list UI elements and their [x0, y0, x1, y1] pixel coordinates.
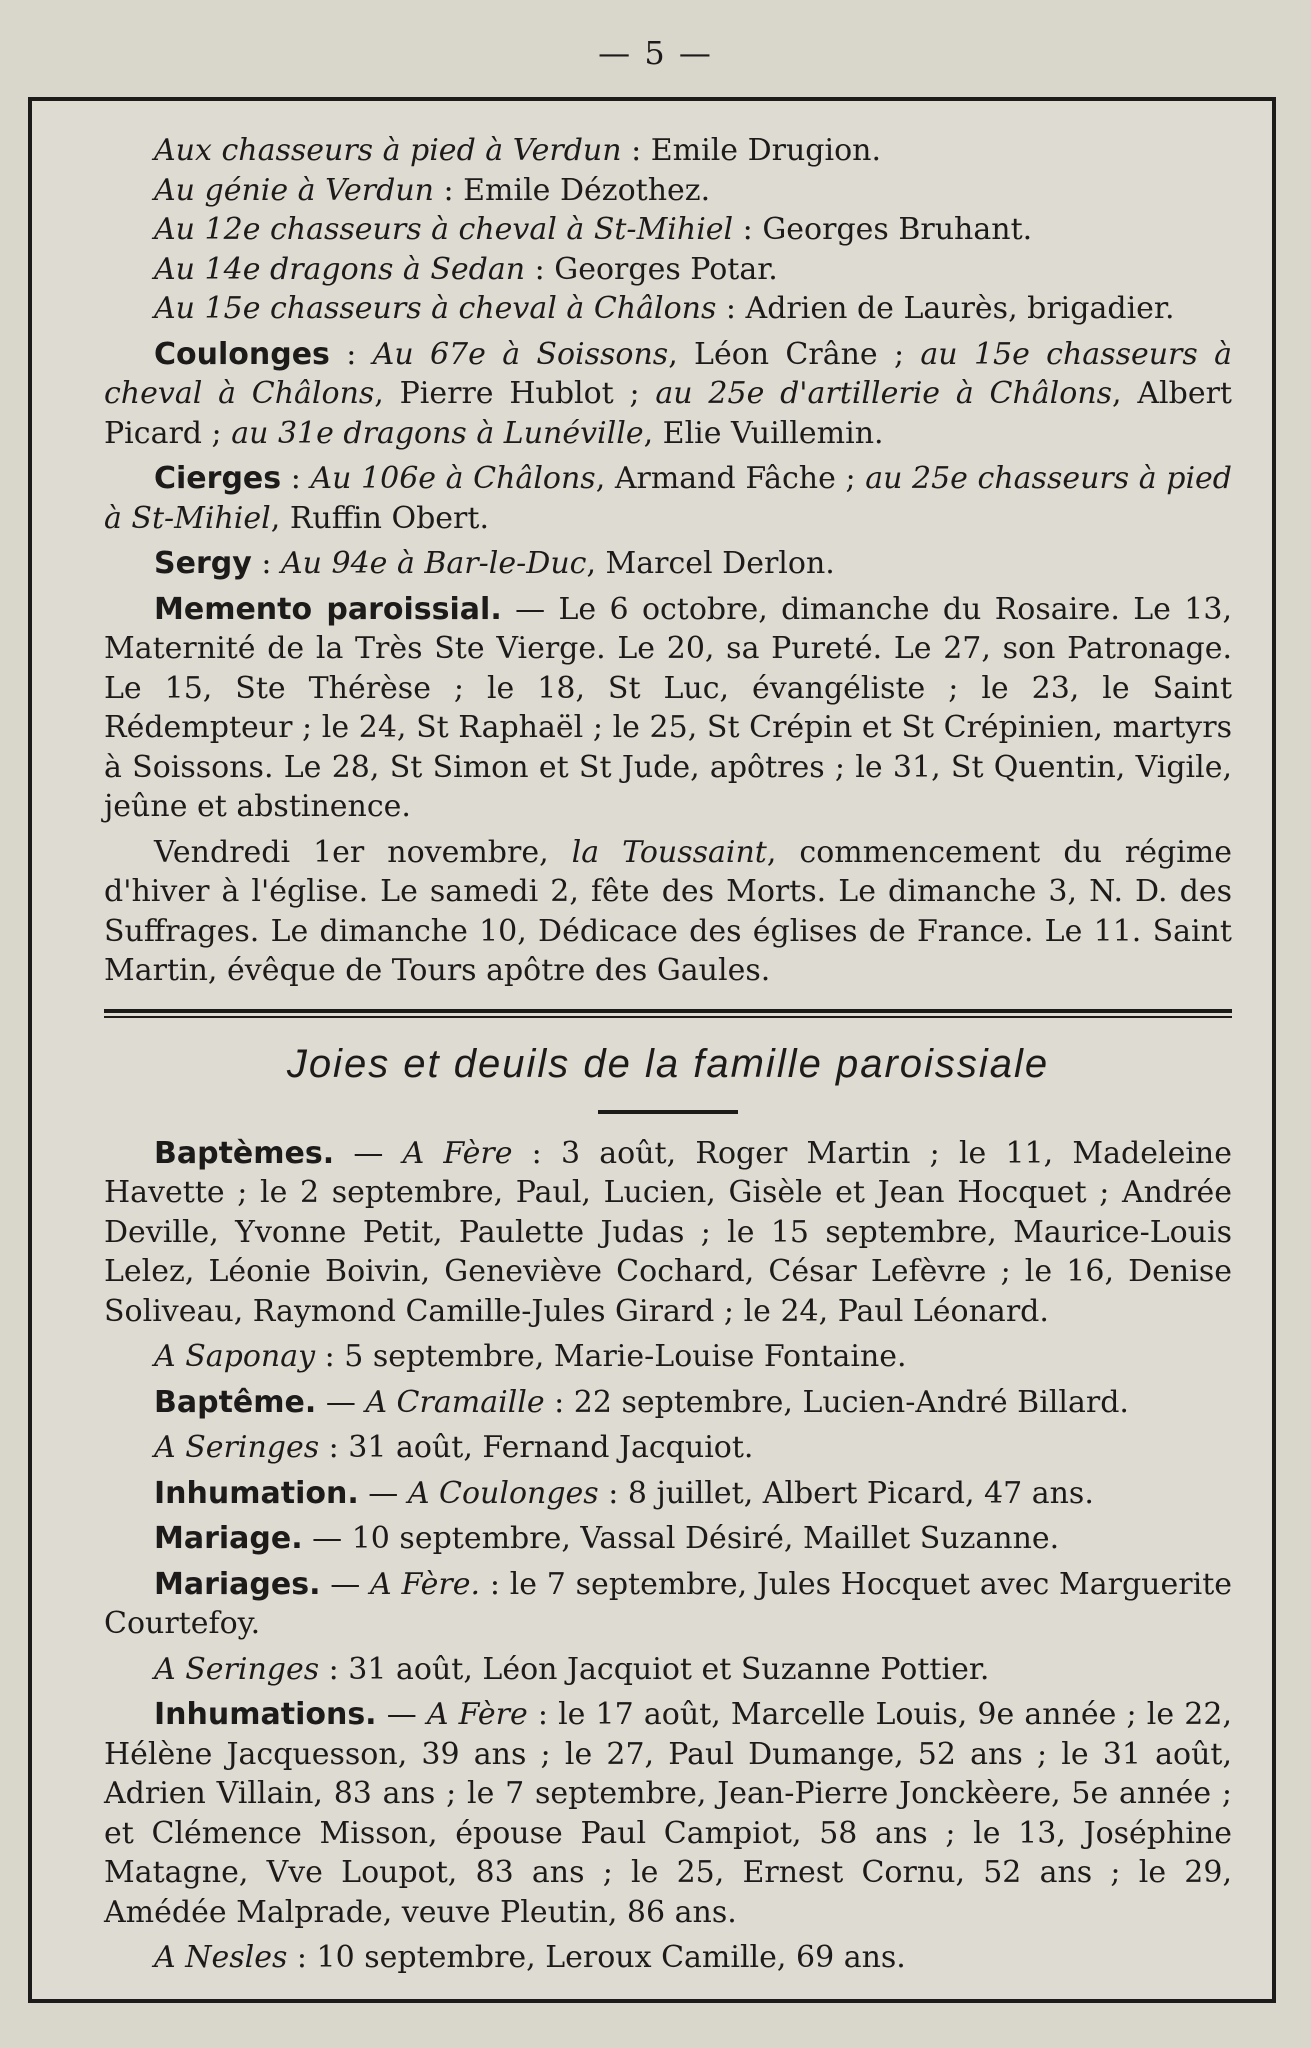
soldier-name: : Georges Bruhant.: [733, 212, 1033, 247]
soldier-name: : Emile Dézothez.: [433, 172, 711, 208]
soldier-name: , Ruffin Obert.: [270, 500, 489, 536]
parish-keyword: Sergy: [154, 546, 252, 581]
event-text: : le 17 août, Marcelle Louis, 9e année ; le 22, Hélène Jacquesson, 39 ans ; le 27, Paul Dumange, 52 ans ; le 31 août, Adrien Villain, 83 ans ; le 7 septembre, Jean-Pierre Jonckèere, 5e année ; et Clémence Misson, épouse Paul Campiot, 58 ans ; le 13, Joséphine Matagne, Vve Loupot, 83 ans ; le 25, Ernest Cornu, 52 ans ; le 29, Amédée Malprade, veuve Pleutin, 86 ans.: [104, 1697, 1232, 1930]
article-frame: [28, 97, 1276, 2003]
regiment-place: Au 15e chasseurs à cheval à Châlons: [154, 291, 717, 326]
regiment-place: Au génie à Verdun: [154, 172, 434, 208]
paragraph-toussaint: [104, 833, 1232, 991]
soldier-name: : Georges Potar.: [525, 251, 778, 287]
event-keyword: Mariages.: [154, 1566, 321, 1602]
event-text: : 31 août, Fernand Jacquiot.: [319, 1430, 754, 1465]
memento-text: — Le 6 octobre, dimanche du Rosaire. Le 13, Maternité de la Très Ste Vierge. Le 20, sa Pureté. Le 27, son Patronage. Le 15, Ste Thérèse ; le 18, St Luc, évangéliste ; le 23, le Saint Rédempteur ; le 24, St Raphaël ; le 25, St Crépin et St Crépinien, martyrs à Soissons. Le 28, St Simon et St Jude, apôtres ; le 31, St Quentin, Vigile, jeûne et abstinence.: [104, 591, 1232, 824]
dash: —: [316, 1384, 366, 1420]
regiment-place: au 25e chasseurs à pied à St-Mihiel: [104, 461, 1232, 536]
regiment-place: Au 94e à Bar-le-Duc: [280, 546, 587, 581]
soldier-name: , Marcel Derlon.: [586, 546, 835, 581]
dash: —: [376, 1697, 427, 1732]
village-name: A Fère: [402, 1135, 513, 1171]
paragraph-sergy: Sergy : Au 94e à Bar-le-Duc, Marcel Derlon.: [154, 546, 835, 581]
dash: —: [320, 1566, 371, 1602]
village-name: A Coulonges: [407, 1475, 599, 1511]
dash: —: [334, 1135, 403, 1171]
paragraph-coulonges: Coulonges : Au 67e à Soissons, Léon Crâne ; au 15e chasseurs à cheval à Châlons, Pierre Hublot ; au 25e d'artillerie à Châlons, Albert Picard ; au 31e dragons à Lunéville, Elie Vuillemin.: [104, 336, 1232, 451]
soldier-name: , Pierre Hublot ;: [374, 376, 656, 411]
paragraph-saponay: [104, 1337, 1232, 1377]
regiment-place: Au 12e chasseurs à cheval à St-Mihiel: [154, 212, 734, 247]
regiment-place: au 25e d'artillerie à Châlons: [655, 376, 1113, 411]
regiment-place: Au 14e dragons à Sedan: [154, 251, 526, 287]
page-number: — 5 —: [598, 34, 713, 72]
soldier-name: : Emile Drugion.: [621, 133, 882, 168]
event-text: : 22 septembre, Lucien-André Billard.: [544, 1384, 1129, 1420]
double-divider: [104, 1009, 1232, 1018]
parish-keyword: Cierges: [154, 461, 282, 496]
event-keyword: Baptême.: [154, 1384, 317, 1420]
paragraph-inhumation: [104, 1474, 1232, 1514]
event-keyword: Inhumation.: [154, 1475, 359, 1511]
event-text: — 10 septembre, Vassal Désiré, Maillet Suzanne.: [302, 1521, 1060, 1556]
regiment-place: Aux chasseurs à pied à Verdun: [154, 133, 622, 168]
regiment-place: au 15e chasseurs à cheval à Châlons: [104, 336, 1232, 411]
toussaint-feast: la Toussaint: [571, 834, 767, 870]
event-text: : 10 septembre, Leroux Camille, 69 ans.: [287, 1940, 906, 1975]
paragraph-baptemes: [104, 1134, 1232, 1332]
paragraph-memento: [104, 590, 1232, 827]
toussaint-text: Vendredi 1er novembre,: [154, 834, 572, 870]
parish-keyword: Coulonges: [154, 336, 330, 372]
soldier-name: , Léon Crâne ;: [668, 336, 921, 372]
event-keyword: Mariage.: [154, 1521, 303, 1556]
paragraph-nesles: [104, 1938, 1232, 1978]
paragraph-genie-verdun: [104, 171, 1232, 211]
regiment-place: Au 106e à Châlons: [310, 461, 596, 496]
section-heading: Joies et deuils de la famille paroissiale: [286, 1041, 1050, 1086]
regiment-place: au 31e dragons à Lunéville: [231, 415, 644, 451]
event-text: : 8 juillet, Albert Picard, 47 ans.: [598, 1475, 1094, 1511]
event-text: : 31 août, Léon Jacquiot et Suzanne Pottier.: [319, 1651, 990, 1687]
toussaint-text: , commencement du régime d'hiver à l'église. Le samedi 2, fête des Morts. Le dimanche 3, N. D. des Suffrages. Le dimanche 10, Dédicace des églises de France. Le 11. Saint Martin, évêque de Tours apôtre des Gaules.: [104, 834, 1232, 988]
soldier-name: , Albert Picard ;: [104, 376, 1232, 451]
dash: —: [358, 1475, 408, 1511]
village-name: A Fère.: [370, 1566, 481, 1602]
event-text: : 5 septembre, Marie-Louise Fontaine.: [315, 1339, 907, 1374]
village-name: A Fère: [426, 1697, 528, 1732]
soldier-name: , Elie Vuillemin.: [643, 415, 884, 451]
paragraph-cierges: Cierges : Au 106e à Châlons, Armand Fâche ; au 25e chasseurs à pied à St-Mihiel, Ruffin Obert.: [104, 461, 1232, 536]
paragraph-chasseurs-verdun: [104, 131, 1232, 171]
paragraph-chasseurs-chalons: [104, 289, 1232, 329]
paragraph-seringes-mariage: [104, 1650, 1232, 1690]
soldier-name: , Armand Fâche ;: [595, 461, 866, 496]
event-keyword: Inhumations.: [154, 1697, 377, 1732]
village-name: A Seringes: [154, 1651, 320, 1687]
village-name: A Cramaille: [365, 1384, 545, 1420]
paragraph-bapteme: [104, 1383, 1232, 1423]
paragraph-mariages: [104, 1565, 1232, 1644]
event-text: : le 7 septembre, Jules Hocquet avec Marguerite Courtefoy.: [104, 1566, 1232, 1641]
paragraph-inhumations: [104, 1695, 1232, 1932]
village-name: A Nesles: [154, 1940, 288, 1975]
heading-underline: [598, 1110, 738, 1114]
paragraph-dragons-sedan: [104, 250, 1232, 290]
paragraph-chasseurs-st-mihiel: [104, 210, 1232, 250]
soldier-name: : Adrien de Laurès, brigadier.: [716, 291, 1175, 326]
event-text: : 3 août, Roger Martin ; le 11, Madeleine Havette ; le 2 septembre, Paul, Lucien, Gisèle et Jean Hocquet ; Andrée Deville, Yvonne Petit, Paulette Judas ; le 15 septembre, Maurice-Louis Lelez, Léonie Boivin, Geneviève Cochard, César Lefèvre ; le 16, Denise Soliveau, Raymond Camille-Jules Girard ; le 24, Paul Léonard.: [104, 1135, 1232, 1329]
village-name: A Seringes: [154, 1430, 320, 1465]
village-name: A Saponay: [154, 1339, 316, 1374]
event-keyword: Baptèmes.: [154, 1135, 335, 1171]
article-content: [104, 131, 1232, 1978]
memento-keyword: Memento paroissial.: [154, 591, 502, 627]
paragraph-mariage: [104, 1519, 1232, 1559]
paragraph-seringes-bapteme: [104, 1428, 1232, 1468]
regiment-place: Au 67e à Soissons: [372, 336, 669, 372]
